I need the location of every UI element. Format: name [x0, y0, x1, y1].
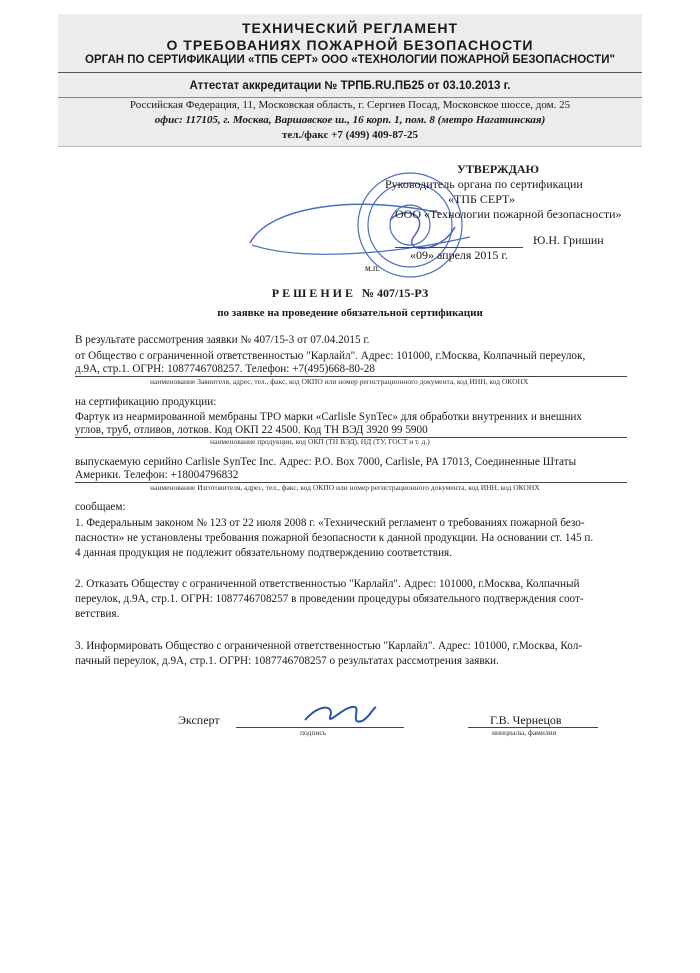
approval-date: «09» апреля 2015 г.: [410, 248, 508, 262]
signature-note: подпись: [300, 728, 327, 737]
approval-line-1: Руководитель органа по сертификации: [385, 177, 583, 191]
header-line-3: ОРГАН ПО СЕРТИФИКАЦИИ «ТПБ СЕРТ» ООО «ТЕХНОЛОГИИ ПОЖАРНОЙ БЕЗОПАСНОСТИ": [85, 54, 615, 66]
product-note: наименование продукции, код ОКП (ТН ВЭД), НД (ТУ, ГОСТ и т. д.): [210, 437, 430, 446]
application-line: В результате рассмотрения заявки № 407/15-3 от 07.04.2015 г.: [75, 334, 370, 346]
item-2-line-2: переулок, д.9А, стр.1. ОГРН: 1087746708257 в проведении процедуры обязательного подтверждения соот-: [75, 593, 584, 605]
product-intro: на сертификацию продукции:: [75, 396, 217, 408]
item-2-line-3: ветствия.: [75, 608, 120, 620]
decision-subtitle: по заявке на проведение обязательной сертификации: [217, 307, 483, 319]
product-line-2: углов, труб, отливов, лотков. Код ОКП 22 4500. Код ТН ВЭД 3920 99 5900: [75, 424, 428, 436]
approval-title: УТВЕРЖДАЮ: [457, 162, 540, 176]
manufacturer-line-2: Америки. Телефон: +18004796832: [75, 469, 239, 481]
expert-name: Г.В. Чернецов: [490, 713, 562, 727]
item-1-line-2: пасности» не установлены требования пожарной безопасности к данной продукции. На основании ст. 145 п.: [75, 532, 594, 544]
header-divider: [58, 72, 642, 73]
decision-title: Р Е Ш Е Н И Е № 407/15-РЗ: [271, 286, 429, 300]
header-phone: тел./факс +7 (499) 409-87-25: [282, 129, 418, 141]
header-address: Российская Федерация, 11, Московская область, г. Сергиев Посад, Московское шоссе, дом. 25: [129, 99, 571, 111]
mp-label: м.п.: [365, 263, 381, 273]
name-note: инициалы, фамилия: [492, 728, 557, 737]
header-office: офис: 117105, г. Москва, Варшавское ш., 16 корп. 1, пом. 8 (метро Нагатинская): [154, 114, 546, 126]
report-intro: сообщаем:: [75, 501, 126, 513]
item-3-line-2: пачный переулок, д.9А, стр.1. ОГРН: 1087746708257 о результатах рассмотрения заявки.: [75, 655, 499, 667]
header-line-2: О ТРЕБОВАНИЯХ ПОЖАРНОЙ БЕЗОПАСНОСТИ: [166, 37, 534, 53]
manufacturer-line-1: выпускаемую серийно Carlisle SynTec Inc. Адрес: P.O. Box 7000, Carlisle, PA 17013, Соединенные Штаты: [75, 456, 577, 468]
expert-label: Эксперт: [178, 713, 220, 727]
applicant-line-2: д.9А, стр.1. ОГРН: 1087746708257. Телефон: +7(495)668-80-28: [75, 363, 375, 375]
applicant-note: наименование Заявителя, адрес, тел., факс, код ОКПО или номер регистрационного документа, код ИНН, код ОКОНХ: [150, 377, 529, 386]
header-divider-2: [58, 97, 642, 98]
item-1-line-1: 1. Федеральным законом № 123 от 22 июля 2008 г. «Технический регламент о требованиях пожарной безо-: [75, 517, 585, 529]
approval-line-2: «ТПБ СЕРТ»: [448, 192, 516, 206]
applicant-line-1: от Общество с ограниченной ответственностью "Карлайл". Адрес: 101000, г.Москва, Колпачный переулок,: [75, 350, 586, 362]
header-line-1: ТЕХНИЧЕСКИЙ РЕГЛАМЕНТ: [241, 20, 459, 36]
item-1-line-3: 4 данная продукция не подлежит обязательному подтверждению соответствия.: [75, 547, 452, 559]
approval-line-3: ООО «Технологии пожарной безопасности»: [395, 207, 622, 221]
accreditation: Аттестат аккредитации № ТРПБ.RU.ПБ25 от 03.10.2013 г.: [189, 80, 511, 92]
letterhead: [58, 14, 642, 147]
item-3-line-1: 3. Информировать Общество с ограниченной ответственностью "Карлайл". Адрес: 101000, г.Москва, Кол-: [75, 640, 583, 652]
product-line-1: Фартук из неармированной мембраны ТРО марки «Carlisle SynTec» для обработки внутренних и внешних: [75, 411, 583, 423]
manufacturer-note: наименование Изготовителя, адрес, тел., факс, код ОКПО или номер регистрационного документа, код ИНН, код ОКОНХ: [150, 483, 540, 492]
item-2-line-1: 2. Отказать Обществу с ограниченной ответственностью "Карлайл". Адрес: 101000, г.Москва, Колпачный: [75, 578, 580, 590]
approval-signer: Ю.Н. Гришин: [533, 233, 604, 247]
